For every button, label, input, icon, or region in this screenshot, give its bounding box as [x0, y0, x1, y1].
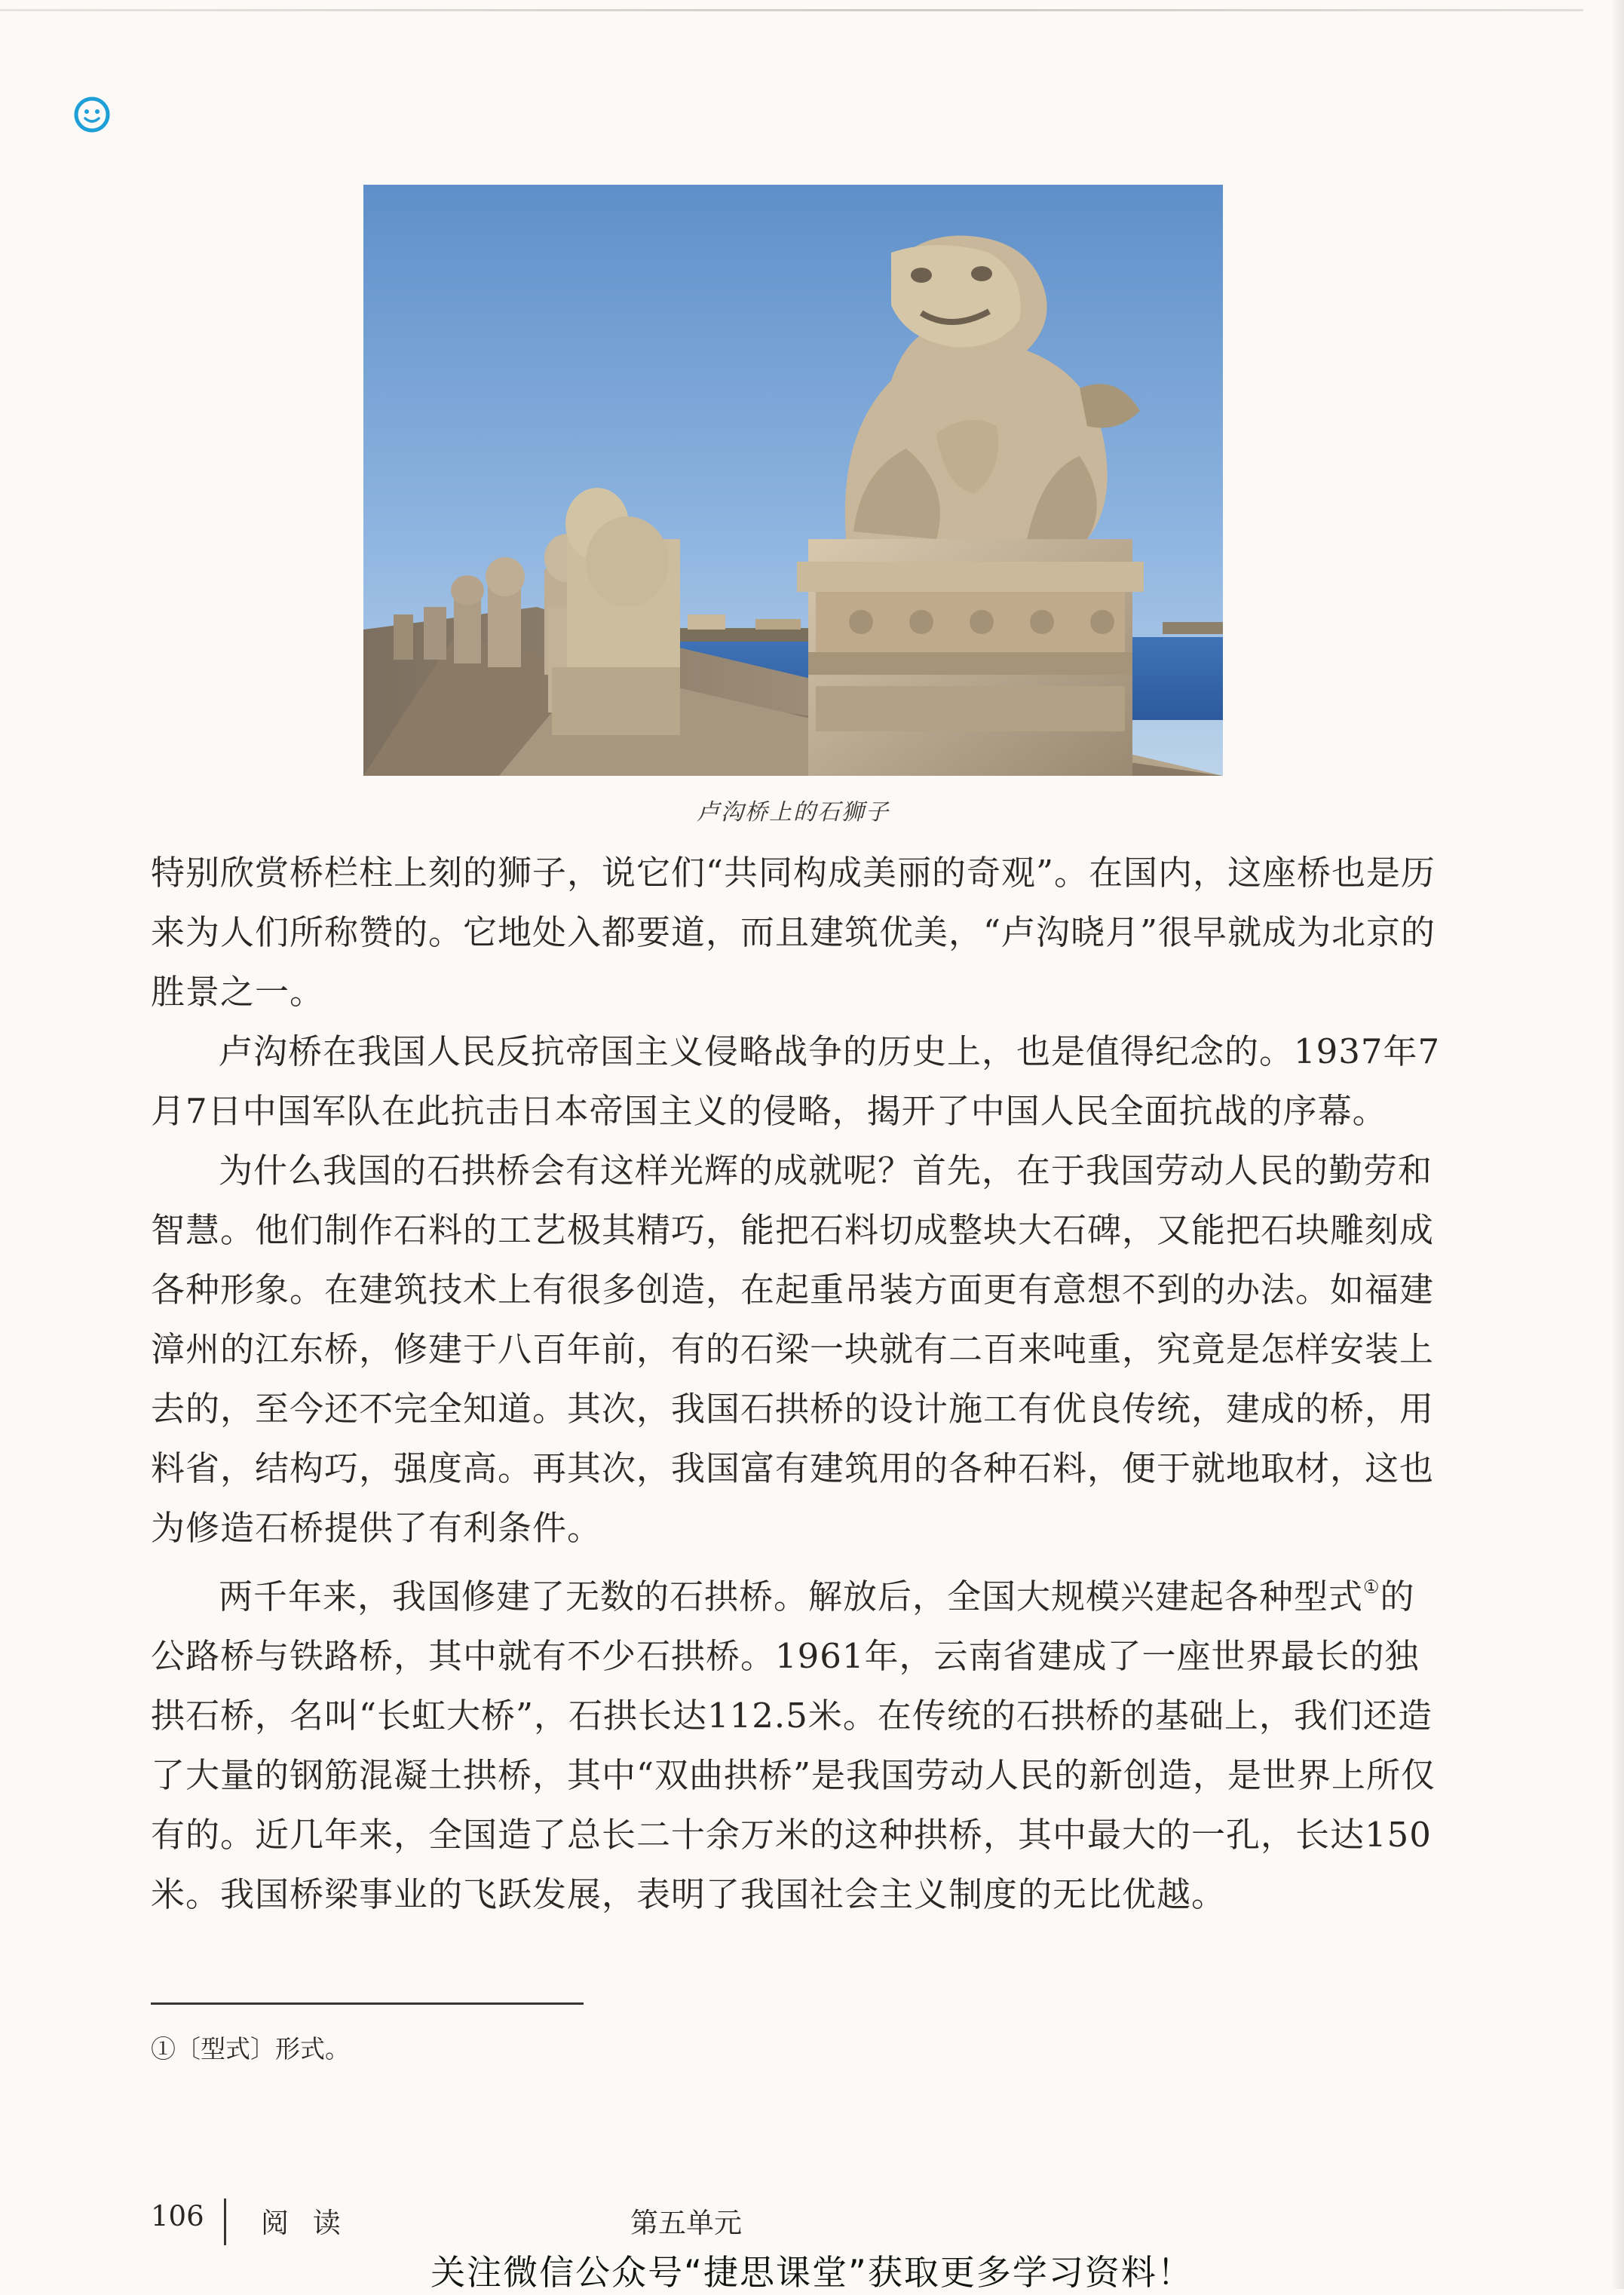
article-body — [151, 843, 1448, 1924]
promo-banner: 关注微信公众号“捷思课堂”获取更多学习资料！ — [431, 2252, 1193, 2293]
lugou-bridge-lion-photo — [363, 185, 1223, 776]
footnote-marker: ① — [1363, 1576, 1380, 1598]
unit-label: 第五单元 — [630, 2207, 742, 2239]
footnote-divider — [151, 2002, 584, 2005]
paragraph: 为什么我国的石拱桥会有这样光辉的成就呢？首先，在于我国劳动人民的勤劳和智慧。他们制作石料的工艺极其精巧，能把石料切成整块大石碑，又能把石块雕刻成各种形象。在建筑技术上有很多创造，在起重吊装方面更有意想不到的办法。如福建漳州的江东桥，修建于八百年前，有的石梁一块就有二百来吨重，究竟是怎样安装上去的，至今还不完全知道。其次，我国石拱桥的设计施工有优良传统，建成的桥，用料省，结构巧，强度高。再其次，我国富有建筑用的各种石料，便于就地取材，这也为修造石桥提供了有利条件。 — [151, 1151, 1435, 1548]
footnote: ①〔型式〕形式。 — [151, 2034, 350, 2064]
paragraph — [151, 1558, 1448, 1924]
bridge-lion-illustration — [363, 185, 1223, 776]
smiley-icon — [74, 97, 110, 133]
page-number: 106 — [151, 2200, 204, 2232]
photo-caption: 卢沟桥上的石狮子 — [697, 799, 890, 826]
page-edge-shadow — [1613, 0, 1624, 2289]
paragraph: 特别欣赏桥栏柱上刻的狮子，说它们“共同构成美丽的奇观”。在国内，这座桥也是历来为人们所称赞的。它地处入都要道，而且建筑优美，“卢沟晓月”很早就成为北京的胜景之一。 — [151, 853, 1436, 1012]
top-edge-line — [0, 9, 1583, 11]
paragraph-text: 两千年来，我国修建了无数的石拱桥。解放后，全国大规模兴建起各种型式 — [219, 1576, 1364, 1616]
paragraph: 卢沟桥在我国人民反抗帝国主义侵略战争的历史上，也是值得纪念的。1937年7月7日中国军队在此抗击日本帝国主义的侵略，揭开了中国人民全面抗战的序幕。 — [151, 1031, 1441, 1131]
section-label: 阅 读 — [261, 2207, 348, 2239]
footer-divider — [224, 2198, 226, 2245]
paragraph-text: 的公路桥与铁路桥，其中就有不少石拱桥。1961年，云南省建成了一座世界最长的独拱石桥，名叫“长虹大桥”，石拱长达112.5米。在传统的石拱桥的基础上，我们还造了大量的钢筋混凝土拱桥，其中“双曲拱桥”是我国劳动人民的新创造，是世界上所仅有的。近几年来，全国造了总长二十余万米的这种拱桥，其中最大的一孔，长达150米。我国桥梁事业的飞跃发展，表明了我国社会主义制度的无比优越。 — [151, 1576, 1436, 1914]
